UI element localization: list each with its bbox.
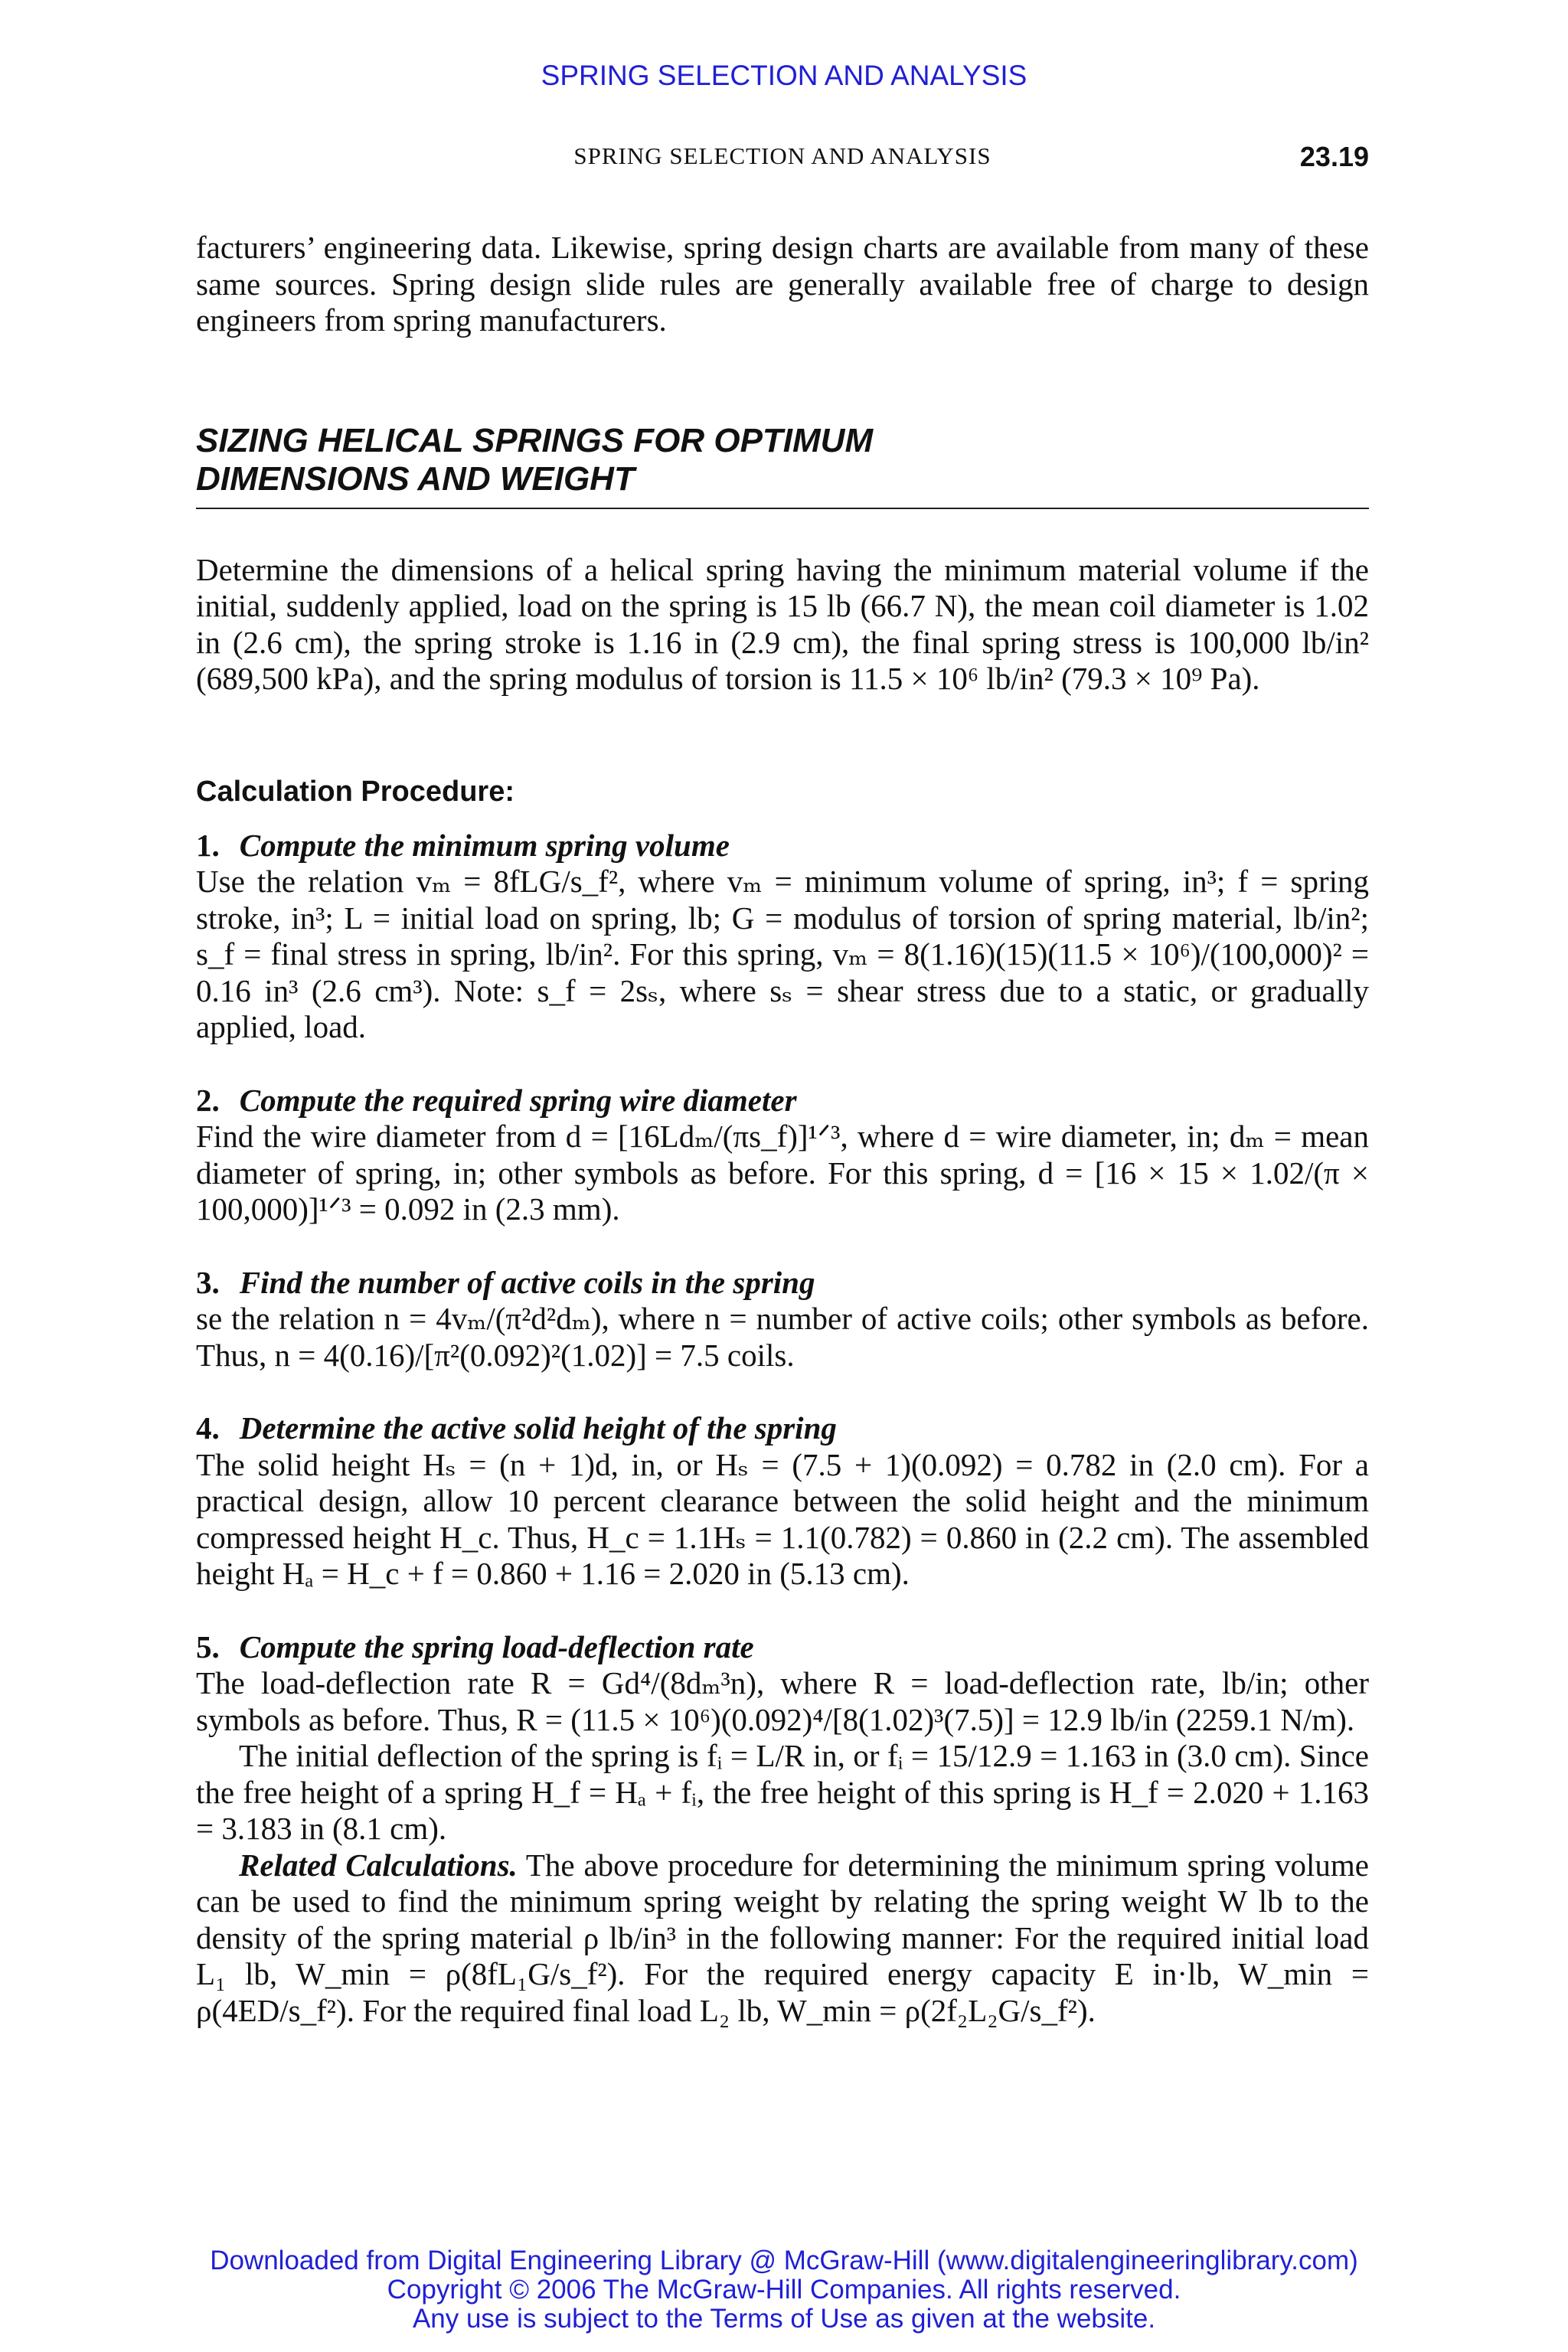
step-title: Compute the spring load-deflection rate — [239, 1628, 754, 1664]
step-text: se the relation n = 4vₘ/(π²d²dₘ), where n = number of active coils; other symbols as before. Thus, n = 4(0.16)/[π²(0.092)²(1.02)] = 7.5 coils. — [196, 1301, 1369, 1373]
step-heading — [196, 1083, 1369, 1119]
step-heading — [196, 828, 1369, 864]
step-title: Find the number of active coils in the spring — [239, 1264, 815, 1300]
footer-terms[interactable]: Any use is subject to the Terms of Use as given at the website. — [412, 2304, 1156, 2334]
step-text: The solid height Hₛ = (n + 1)d, in, or Hₛ = (7.5 + 1)(0.092) = 0.782 in (2.0 cm). For a practical design, allow 10 percent clearance between the solid height and the minimum compressed height H_c. Thus, H_c = 1.1Hₛ = 1.1(0.782) = 0.860 in (2.2 cm). The assembled height Hₐ = H_c + f = 0.860 + 1.16 = 2.020 in (5.13 cm). — [196, 1446, 1369, 1591]
step-title: Determine the active solid height of the spring — [239, 1410, 837, 1446]
step-1 — [196, 828, 1369, 1046]
running-head-link[interactable]: SPRING SELECTION AND ANALYSIS — [541, 60, 1027, 91]
step-number: 4. — [196, 1410, 220, 1446]
step-2 — [196, 1083, 1369, 1228]
step-text: The load-deflection rate R = Gd⁴/(8dₘ³n), where R = load-deflection rate, lb/in; other symbols as before. Thus, R = (11.5 × 10⁶)(0.092)⁴/[8(1.02)³(7.5)] = 12.9 lb/in (2259.1 N/m). — [196, 1665, 1369, 1737]
body-content — [196, 230, 1369, 2029]
related-calculations-label: Related Calculations. — [239, 1847, 518, 1883]
step-text: Use the relation vₘ = 8fLG/s_f², where vₘ = minimum volume of spring, in³; f = spring stroke, in³; L = initial load on spring, lb; G = modulus of torsion of spring material, lb/in²; s_f = final stress in spring, lb/in². For this spring, vₘ = 8(1.16)(15)(11.5 × 10⁶)/(100,000)² = 0.16 in³ (2.6 cm³). Note: s_f = 2sₛ, where sₛ = shear stress due to a static, or gradually applied, load. — [196, 864, 1369, 1044]
step-heading — [196, 1410, 1369, 1447]
step-heading — [196, 1629, 1369, 1666]
related-calculations-text: The above procedure for determining the minimum spring volume can be used to find the minimum spring weight by relating the spring weight W lb to the density of the spring material ρ lb/in³ in the following manner: For the required initial load L₁ lb, W_min = ρ(8fL₁G/s_f²). For the required energy capacity E in·lb, W_min = ρ(4ED/s_f²). For the required final load L₂ lb, W_min = ρ(2f₂L₂G/s_f²). — [196, 1847, 1369, 2028]
page-number: 23.19 — [1299, 141, 1369, 172]
deflection-paragraph: The initial deflection of the spring is fᵢ = L/R in, or fᵢ = 15/12.9 = 1.163 in (3.0 cm). Since the free height of a spring H_f = Hₐ + fᵢ, the free height of this spring is H_f = 2.020 + 1.163 = 3.183 in (8.1 cm). — [196, 1738, 1369, 1846]
related-calculations — [196, 1847, 1369, 2030]
step-number: 5. — [196, 1628, 220, 1664]
header-title: SPRING SELECTION AND ANALYSIS — [573, 142, 991, 169]
footer — [0, 2246, 1568, 2334]
step-number: 3. — [196, 1264, 220, 1300]
step-3 — [196, 1265, 1369, 1374]
step-number: 2. — [196, 1082, 220, 1118]
procedure-heading: Calculation Procedure: — [196, 775, 514, 808]
footer-download-link[interactable]: Downloaded from Digital Engineering Library @ McGraw-Hill (www.digitalengineeringlibrary.com) — [210, 2246, 1358, 2275]
step-heading — [196, 1265, 1369, 1302]
footer-copyright[interactable]: Copyright © 2006 The McGraw-Hill Companies. All rights reserved. — [387, 2275, 1181, 2305]
step-5 — [196, 1629, 1369, 2030]
problem-statement: Determine the dimensions of a helical spring having the minimum material volume if the initial, suddenly applied, load on the spring is 15 lb (66.7 N), the mean coil diameter is 1.02 in (2.6 cm), the spring stroke is 1.16 in (2.9 cm), the final spring stress is 100,000 lb/in² (689,500 kPa), and the spring modulus of torsion is 11.5 × 10⁶ lb/in² (79.3 × 10⁹ Pa). — [196, 551, 1369, 696]
step-number: 1. — [196, 827, 220, 863]
step-4 — [196, 1410, 1369, 1592]
step-title: Compute the minimum spring volume — [239, 827, 730, 863]
section-title — [196, 422, 1369, 509]
step-title: Compute the required spring wire diameter — [239, 1082, 797, 1118]
section-title-line-1: SIZING HELICAL SPRINGS FOR OPTIMUM — [196, 421, 874, 459]
step-text: Find the wire diameter from d = [16Ldₘ/(πs_f)]¹ᐟ³, where d = wire diameter, in; dₘ = mean diameter of spring, in; other symbols as before. For this spring, d = [16 × 15 × 1.02/(π × 100,000)]¹ᐟ³ = 0.092 in (2.3 mm). — [196, 1119, 1369, 1227]
section-title-line-2: DIMENSIONS AND WEIGHT — [196, 459, 635, 498]
page-header — [196, 142, 1369, 176]
opening-paragraph: facturers’ engineering data. Likewise, spring design charts are available from many of these same sources. Spring design slide rules are generally available free of charge to design engineers from spring manufacturers. — [196, 230, 1369, 338]
